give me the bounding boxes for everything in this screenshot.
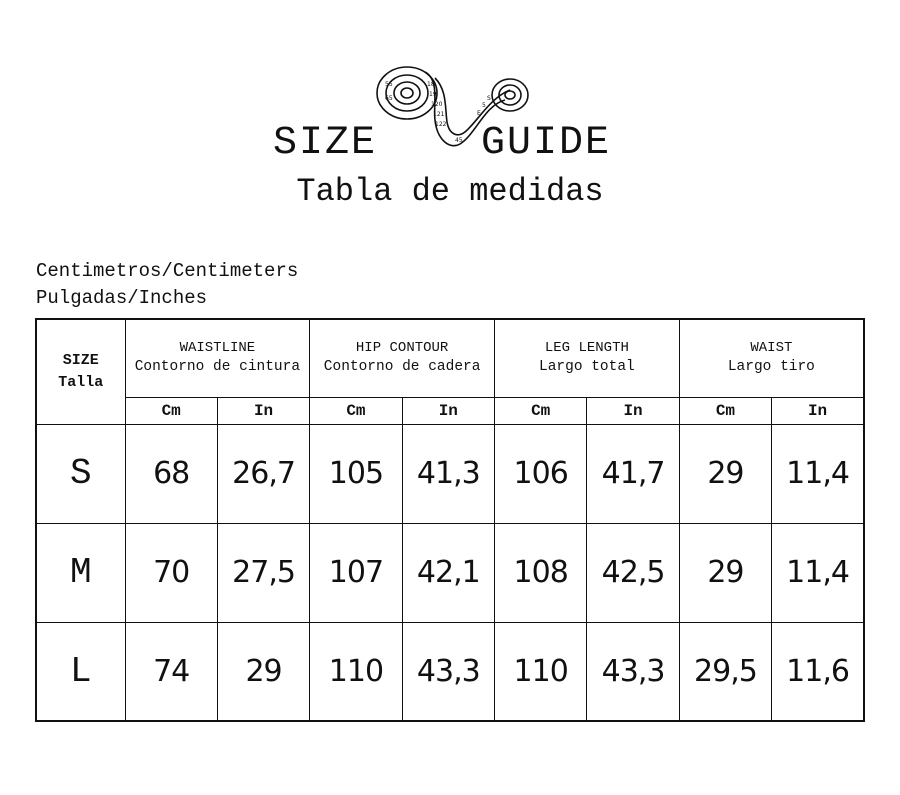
tape-mark: 45 — [455, 137, 463, 144]
group-header-leg — [495, 319, 680, 397]
group-label-en: HIP CONTOUR — [355, 340, 449, 357]
table-cell: 29 — [679, 523, 771, 622]
tape-mark: 55 — [385, 81, 393, 88]
table-cell: 105 — [310, 424, 402, 523]
size-header-en: SIZE — [62, 351, 99, 369]
size-table — [35, 318, 865, 722]
group-header-hip — [310, 319, 495, 397]
group-label-es: Contorno de cintura — [134, 359, 301, 376]
tape-mark: 120 — [431, 101, 443, 108]
table-cell: 110 — [495, 622, 587, 721]
table-cell: 41,7 — [587, 424, 679, 523]
page-subtitle: Tabla de medidas — [296, 173, 604, 210]
group-label-en: LEG LENGTH — [544, 340, 629, 357]
unit-label: In — [402, 397, 494, 424]
table-cell: 43,3 — [587, 622, 679, 721]
table-cell: 26,7 — [217, 424, 309, 523]
table-cell: 68 — [125, 424, 217, 523]
size-header-es: Talla — [58, 373, 104, 391]
tape-mark: 18 — [427, 81, 435, 88]
group-label-es: Largo total — [539, 359, 635, 376]
size-label: M — [36, 523, 125, 622]
tape-mark: 65 — [385, 95, 393, 102]
table-cell: 11,4 — [772, 424, 864, 523]
table-cell: 27,5 — [217, 523, 309, 622]
table-cell: 108 — [495, 523, 587, 622]
tape-mark: S — [487, 95, 491, 102]
table-row-l — [36, 622, 864, 721]
tape-mark: E — [477, 110, 481, 117]
unit-label: In — [772, 397, 864, 424]
group-header-waistline — [125, 319, 310, 397]
table-cell: 29 — [679, 424, 771, 523]
table-cell: 42,1 — [402, 523, 494, 622]
table-cell: 42,5 — [587, 523, 679, 622]
unit-label: Cm — [310, 397, 402, 424]
title-guide: GUIDE — [481, 121, 612, 166]
table-cell: 74 — [125, 622, 217, 721]
table-row-s — [36, 424, 864, 523]
group-label-en: WAIST — [750, 340, 793, 357]
unit-label: Cm — [125, 397, 217, 424]
table-cell: 29 — [217, 622, 309, 721]
tape-mark: 5 — [482, 102, 486, 109]
unit-label: Cm — [679, 397, 771, 424]
tape-mark: 121 — [433, 111, 445, 118]
table-cell: 43,3 — [402, 622, 494, 721]
table-cell: 70 — [125, 523, 217, 622]
unit-label: In — [217, 397, 309, 424]
units-note-in: Pulgadas/Inches — [36, 287, 208, 309]
table-row-m — [36, 523, 864, 622]
unit-header-row — [36, 397, 864, 424]
tape-mark: 122 — [435, 121, 447, 128]
table-cell: 11,4 — [772, 523, 864, 622]
group-header-row — [36, 319, 864, 397]
table-cell: 11,6 — [772, 622, 864, 721]
table-cell: 106 — [495, 424, 587, 523]
title-size: SIZE — [273, 121, 378, 166]
units-note-cm: Centimetros/Centimeters — [36, 260, 299, 282]
group-label-es: Largo tiro — [727, 359, 815, 376]
table-cell: 41,3 — [402, 424, 494, 523]
group-label-es: Contorno de cadera — [323, 359, 481, 376]
size-header-cell — [36, 319, 125, 424]
unit-label: In — [587, 397, 679, 424]
size-label: S — [36, 424, 125, 523]
unit-label: Cm — [495, 397, 587, 424]
table-cell: 29,5 — [679, 622, 771, 721]
table-cell: 107 — [310, 523, 402, 622]
group-label-en: WAISTLINE — [179, 340, 256, 357]
group-header-waist — [679, 319, 864, 397]
tape-mark: 19 — [429, 91, 437, 98]
table-cell: 110 — [310, 622, 402, 721]
size-label: L — [36, 622, 125, 721]
